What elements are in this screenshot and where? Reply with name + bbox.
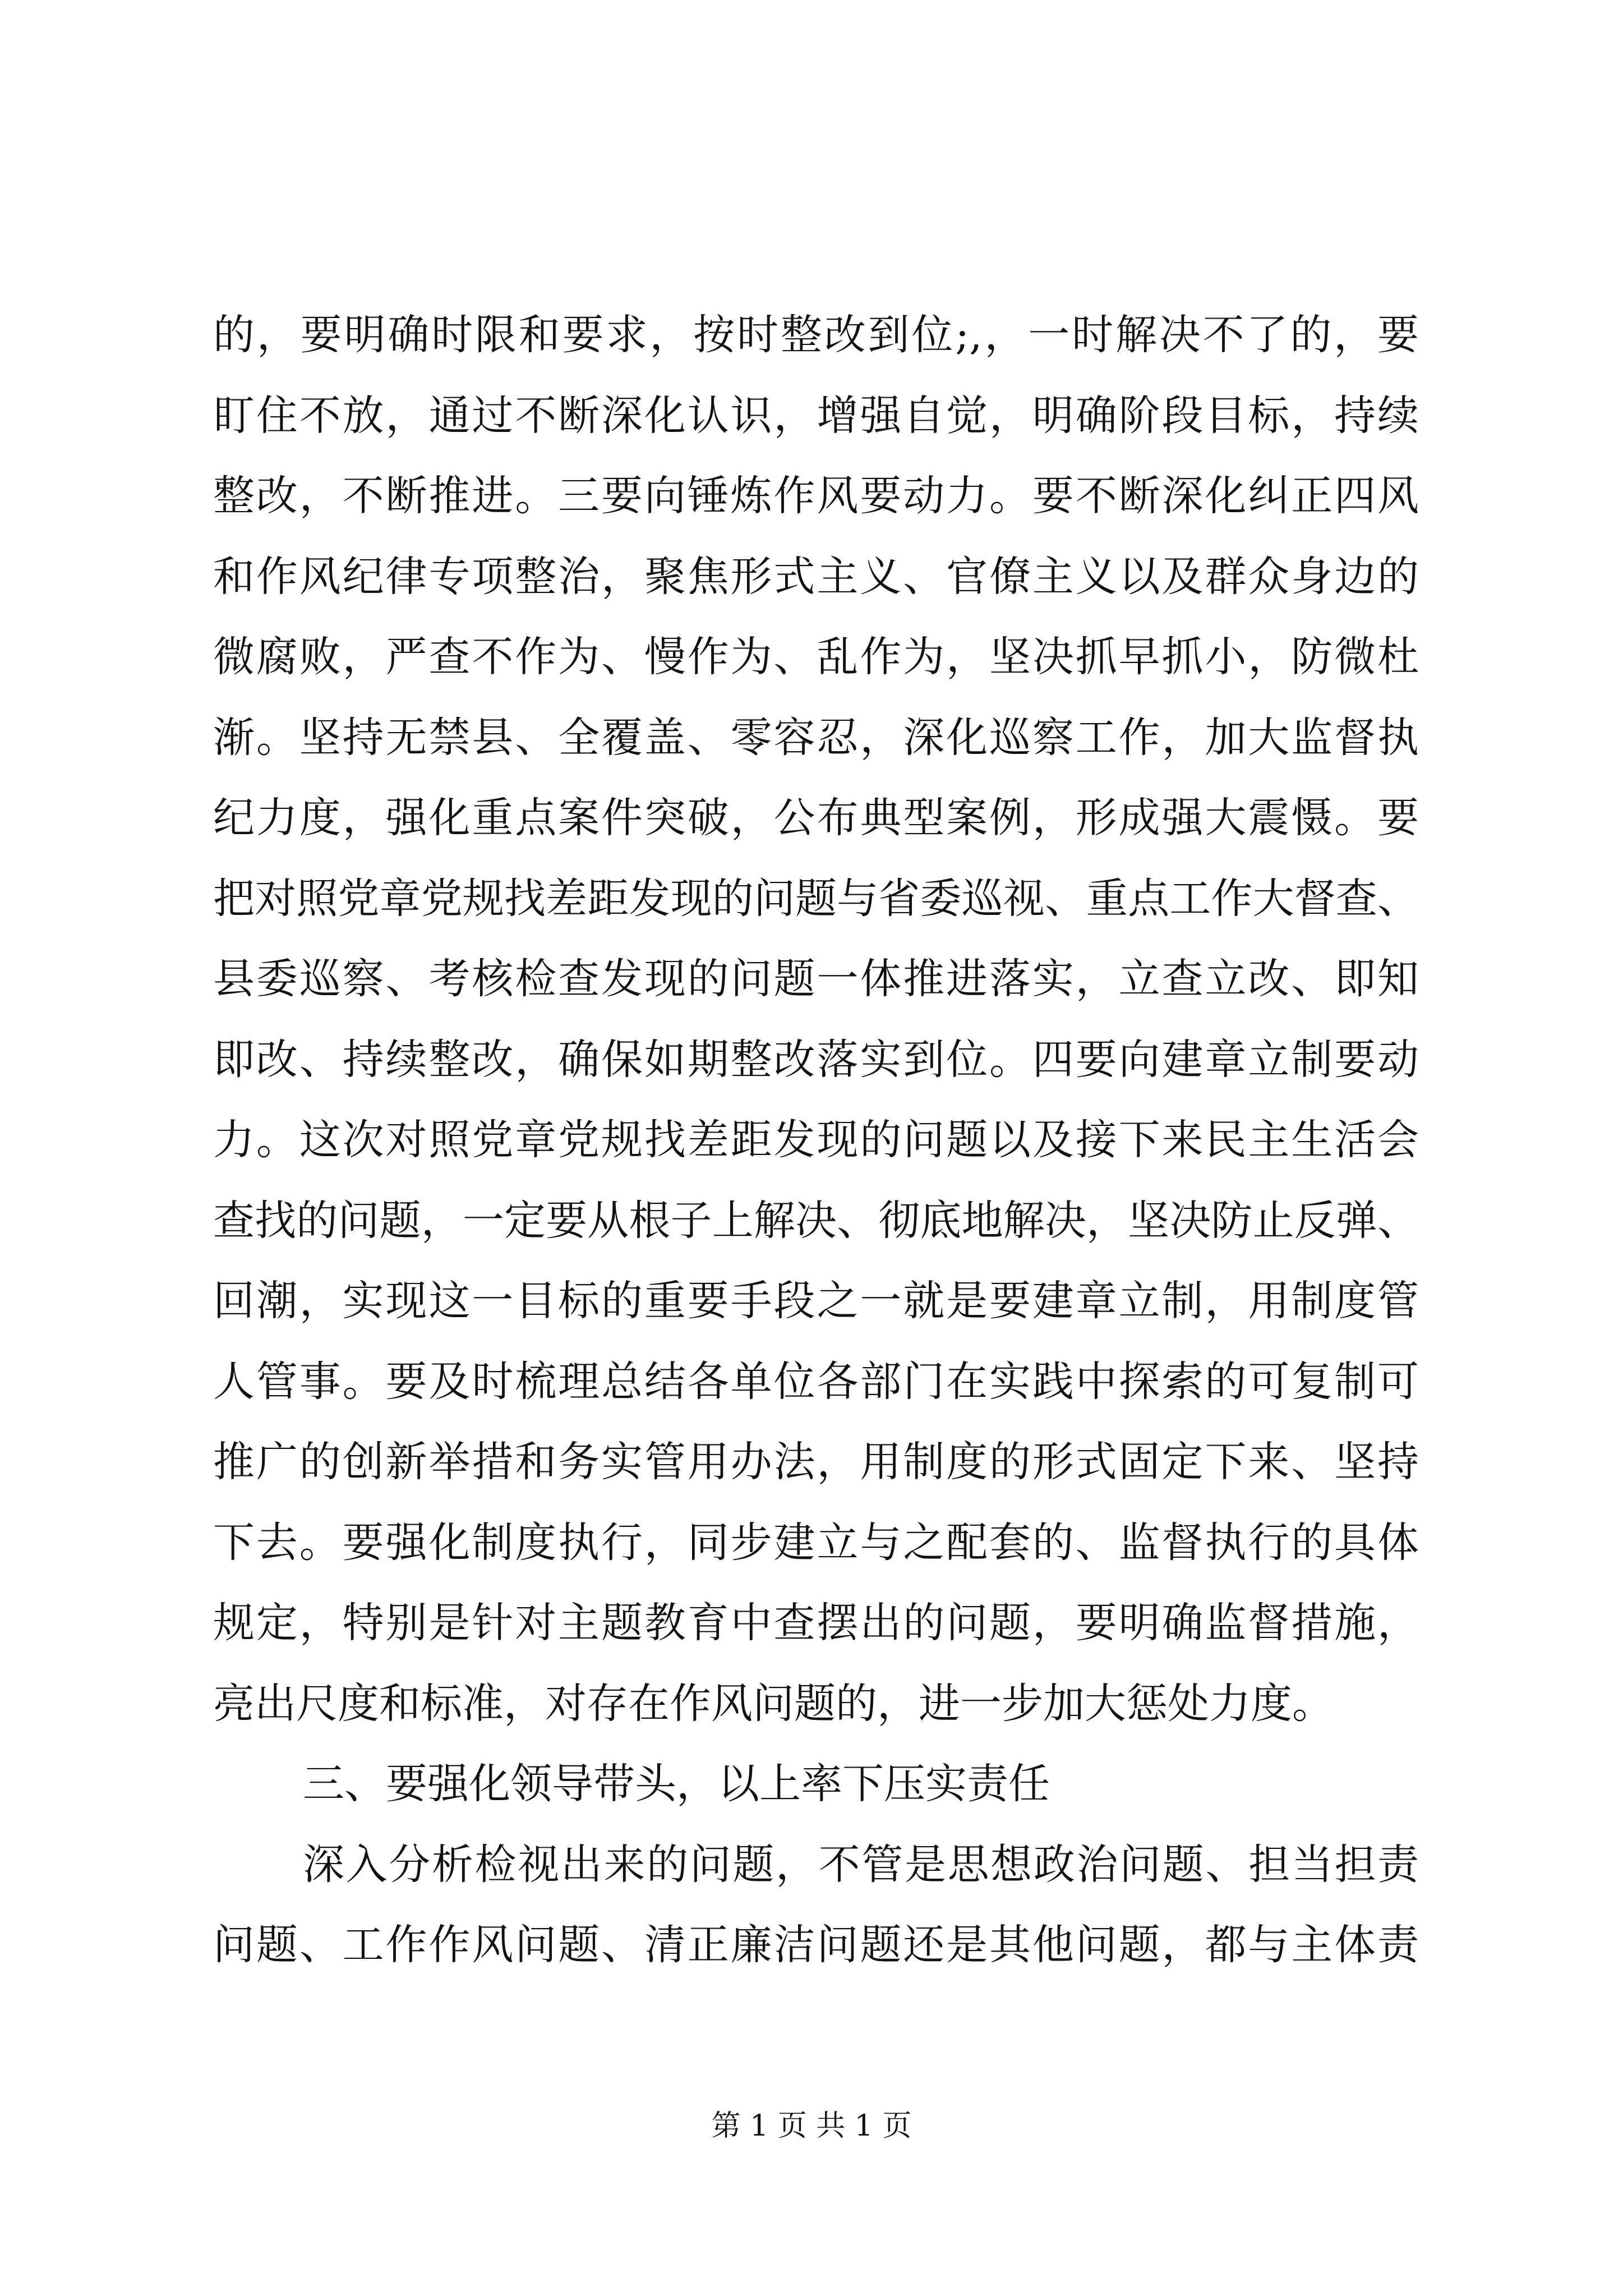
text-line: 人管事。要及时梳理总结各单位各部门在实践中探索的可复制可 [213,1357,1419,1406]
text-line: 力。这次对照党章党规找差距发现的问题以及接下来民主生活会 [213,1116,1419,1164]
text-line: 问题、工作作风问题、清正廉洁问题还是其他问题，都与主体责 [213,1921,1419,1969]
body-text [213,295,1419,1986]
text-line: 推广的创新举措和务实管用办法，用制度的形式固定下来、坚持 [213,1438,1419,1486]
text-line: 整改，不断推进。三要向锤炼作风要动力。要不断深化纠正四风 [213,472,1419,520]
text-line: 微腐败，严查不作为、慢作为、乱作为，坚决抓早抓小，防微杜 [213,633,1419,681]
text-line: 查找的问题，一定要从根子上解决、彻底地解决，坚决防止反弹、 [213,1196,1419,1245]
text-line: 渐。坚持无禁县、全覆盖、零容忍，深化巡察工作，加大监督执 [213,713,1419,762]
text-line: 即改、持续整改，确保如期整改落实到位。四要向建章立制要动 [213,1035,1419,1084]
paragraph-first-line: 深入分析检视出来的问题，不管是思想政治问题、担当担责 [303,1840,1419,1889]
text-line: 和作风纪律专项整治，聚焦形式主义、官僚主义以及群众身边的 [213,552,1419,601]
text-line: 下去。要强化制度执行，同步建立与之配套的、监督执行的具体 [213,1518,1419,1567]
text-line: 纪力度，强化重点案件突破，公布典型案例，形成强大震慑。要 [213,794,1419,842]
text-line: 亮出尺度和标准，对存在作风问题的，进一步加大惩处力度。 [213,1679,1334,1728]
section-heading: 三、要强化领导带头，以上率下压实责任 [303,1760,1050,1808]
text-line: 的，要明确时限和要求，按时整改到位;,，一时解决不了的，要 [213,311,1419,359]
text-line: 县委巡察、考核检查发现的问题一体推进落实，立查立改、即知 [213,955,1419,1003]
text-line: 规定，特别是针对主题教育中查摆出的问题，要明确监督措施， [213,1599,1419,1647]
text-line: 把对照党章党规找差距发现的问题与省委巡视、重点工作大督查、 [213,874,1419,923]
text-line: 盯住不放，通过不断深化认识，增强自觉，明确阶段目标，持续 [213,391,1419,440]
text-line: 回潮，实现这一目标的重要手段之一就是要建章立制，用制度管 [213,1277,1419,1325]
page-footer: 第 1 页 共 1 页 [711,2109,912,2143]
